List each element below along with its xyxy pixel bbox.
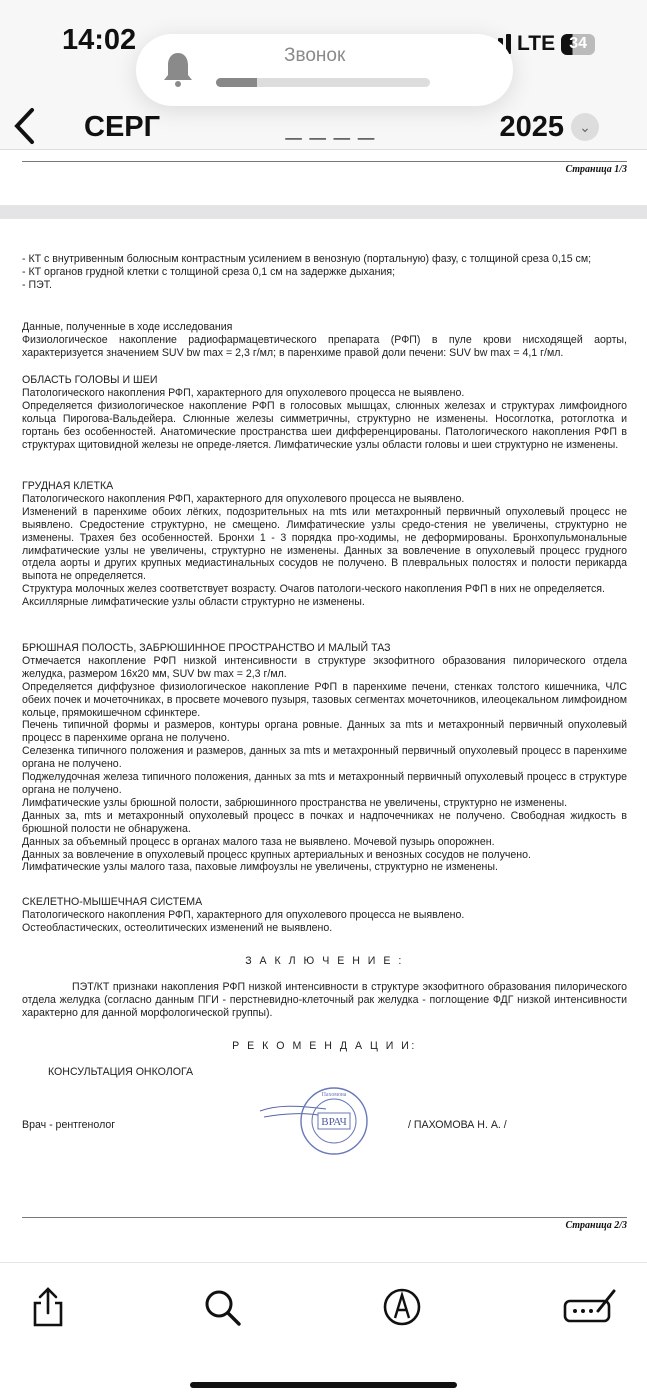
paragraph: Лимфатические узлы брюшной полости, забрюшинного пространства не увеличены, структурно не изменены. [22,796,568,809]
paragraph: Изменений в паренхиме обоих лёгких, подозрительных на mts или метахронный первичный опухолевый процесс не выявлено. Средостение структурно, не смещено. Лимфатические узлы средо-стения не увеличены, структурно не изменены. Трахея без особенностей. Бронхи 1 - 3 порядка про-ходимы, не деформированы. Бронхопульмональные лимфатические узлы не увеличены, структурно не изменены. Данных за вовлечение в опухолевый процесс грудного отдела аорты и других крупных медиастинальных сосудов не получено. В плевральных полостях и полости перикарда выпота не определяется. [22,505,627,583]
paragraph: Остеобластических, остеолитических изменений не выявлено. [22,921,333,934]
markup-icon[interactable] [380,1285,424,1329]
paragraph: Данных за объемный процесс в органах малого таза не выявлено. Мочевой пузырь опорожнен. [22,835,495,848]
text-line: - КТ органов грудной клетки с толщиной среза 0,1 см на задержке дыхания; [22,265,396,278]
paragraph: Определяется диффузное физиологическое накопление РФП в паренхиме печени, стенках толстого кишечника, ЧЛС обеих почек и мочеточниках, в просвете мочевого пузыря, тазовых сегментах мочеточников, илеоцекальном лимфоидном кольце, прямокишечном сфинктере. [22,680,627,719]
section-heading: Данные, полученные в ходе исследования [22,321,233,333]
bottom-toolbar [0,1262,647,1400]
page-divider [22,161,627,162]
doctor-role: Врач - рентгенолог [22,1119,116,1131]
bell-icon [162,51,194,89]
data-section [22,321,627,360]
home-indicator[interactable] [190,1382,457,1388]
conclusion-text: ПЭТ/КТ признаки накопления РФП низкой интенсивности в структуре экзофитного образования пилорического отдела желудка (согласно данным ПГИ - перстневидно-клеточный рак желудка - поглощение ФДГ низкой интенсивности характерно для данной морфологической группы). [22,981,627,1019]
document-title[interactable] [84,110,564,144]
paragraph: Патологического накопления РФП, характерного для опухолевого процесса не выявлено. [22,492,465,505]
page-divider [22,1217,627,1218]
paragraph: Аксиллярные лимфатические узлы области структурно не изменены. [22,596,365,609]
volume-fill [216,78,257,87]
paragraph: Данных за вовлечение в опухолевый процесс крупных артериальных и венозных сосудов не получено. [22,848,531,861]
methods-section [22,253,627,292]
network-type: LTE [517,32,556,55]
section-heading: БРЮШНАЯ ПОЛОСТЬ, ЗАБРЮШИННОЕ ПРОСТРАНСТВО И МАЛЫЙ ТАЗ [22,642,391,654]
battery-icon: 34 [561,34,595,55]
recommendation-text: КОНСУЛЬТАЦИЯ ОНКОЛОГА [48,1066,194,1078]
section-heading: СКЕЛЕТНО-МЫШЕЧНАЯ СИСТЕМА [22,896,203,908]
paragraph: Патологического накопления РФП, характерного для опухолевого процесса не выявлено. [22,908,465,921]
paragraph: Отмечается накопление РФП низкой интенсивности в структуре экзофитного образования пилорического отдела желудка, размером 16х20 мм, SUV bw max = 2,3 г/мл. [22,654,627,680]
signature-icon[interactable] [562,1285,618,1329]
status-time: 14:02 [62,24,137,56]
paragraph: Поджелудочная железа типичного положения, данных за mts и метахронный первичный опухолевый процесс в структуре органа не получено. [22,771,627,796]
section-heading: ГРУДНАЯ КЛЕТКА [22,480,114,492]
paragraph: Печень типичной формы и размеров, контуры органа ровные. Данных за mts и метахронный первичный опухолевый процесс в паренхиме органа не получено. [22,719,627,745]
title-start: СЕРГ [84,111,161,143]
text-line: - КТ с внутривенным болюсным контрастным усилением в венозную (портальную) фазу, с толщиной среза 0,15 см; [22,253,592,265]
chest-section [22,480,627,609]
paragraph: Селезенка типичного положения и размеров, данных за mts и метахронный первичный опухолевый процесс в паренхиме органа не получено. [22,745,627,771]
text-line: - ПЭТ. [22,278,52,291]
chevron-left-icon [12,106,38,146]
chevron-down-icon: ⌄ [579,118,591,135]
title-end: 2025 [499,111,564,143]
abdomen-section [22,642,627,874]
back-button[interactable] [12,106,38,156]
page-gap [0,205,647,219]
doctor-stamp-signature [256,1083,376,1163]
ringer-notification [136,34,513,106]
skeletal-section [22,896,627,935]
recommendations-title: Р Е К О М Е Н Д А Ц И И: [232,1040,417,1052]
title-menu-button[interactable] [571,113,599,141]
paragraph: Лимфатические узлы малого таза, паховые лимфоузлы не увеличены, структурно не изменены. [22,861,498,874]
paragraph: Определяется физиологическое накопление РФП в голосовых мышцах, слюнных железах и структурах лимфоидного кольца Пирогова-Вальдейера. Слюнные железы симметричны, структурно не изменены. Носоглотка, ротоглотка и гортань без особенностей. Анатомические пространства шеи дифференцированы. Патологического накопления РФП в структурах щитовидной железы не опреде-ляется. Лимфатические узлы области головы и шеи структурно не изменены. [22,399,627,451]
paragraph: Физиологическое накопление радиофармацевтического препарата (РФП) в пуле крови нисходящей аорты, характеризуется значением SUV bw max = 2,3 г/мл; в паренхиме правой доли печени: SUV bw max = 4,1 г/мл. [22,333,627,359]
paragraph: Данных за, mts и метахронный опухолевый процесс в почках и надпочечниках не получено. Свободная жидкость в брюшной полости не обнаружена. [22,809,627,835]
notification-label: Звонок [284,45,346,66]
section-heading: ОБЛАСТЬ ГОЛОВЫ И ШЕИ [22,374,158,386]
head-neck-section [22,374,627,451]
page-number: Страница 2/3 [565,1220,627,1231]
svg-text:ВРАЧ: ВРАЧ [321,1116,347,1128]
paragraph: Патологического накопления РФП, характерного для опухолевого процесса не выявлено. [22,386,465,399]
share-icon[interactable] [26,1285,70,1329]
paragraph: Структура молочных желез соответствует возрасту. Очагов патологи-ческого накопления РФП в них не определяется. [22,583,605,596]
volume-bar [216,78,430,87]
doctor-name: / ПАХОМОВА Н. А. / [408,1119,507,1131]
svg-text:Пахомова: Пахомова [321,1092,347,1098]
conclusion-title: З А К Л Ю Ч Е Н И Е : [245,955,404,967]
title-middle: _ _ _ _ [285,111,375,143]
search-icon[interactable] [200,1285,244,1329]
page-number: Страница 1/3 [565,164,627,175]
